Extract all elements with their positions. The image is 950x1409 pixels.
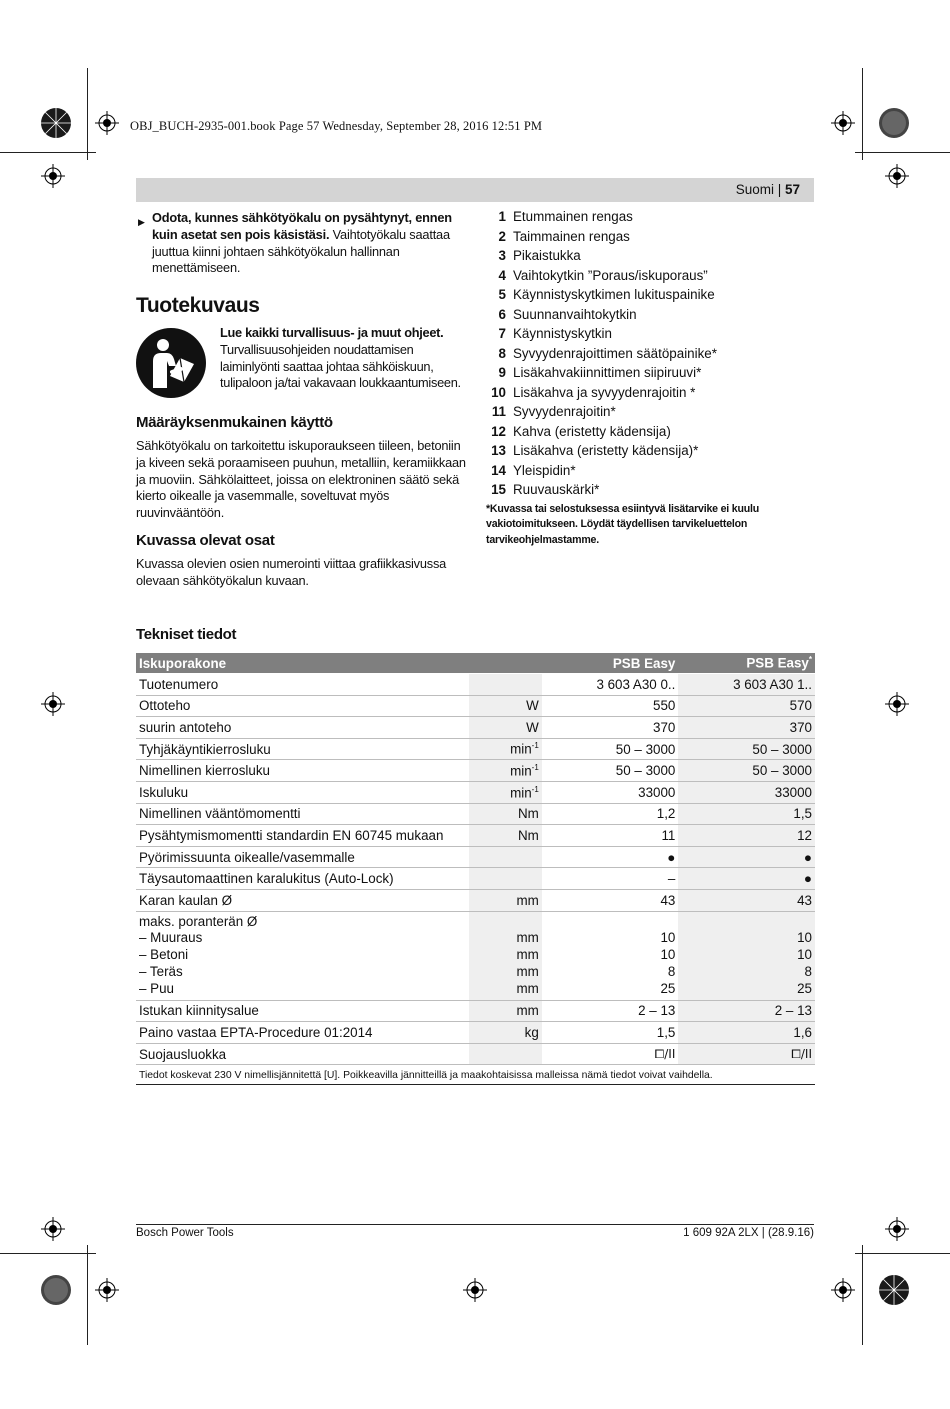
color-target-mark xyxy=(878,1274,910,1306)
row-name: suurin antoteho xyxy=(136,717,469,739)
part-number: 9 xyxy=(498,365,506,380)
list-item xyxy=(486,482,599,501)
drill-item-unit: mm xyxy=(516,963,539,979)
tech-heading: Tekniset tiedot xyxy=(136,626,237,643)
table-note-row xyxy=(136,1065,815,1085)
part-number: 1 xyxy=(498,209,506,224)
row-value-b: 1,5 xyxy=(678,803,815,825)
drill-group-title: maks. poranterän Ø xyxy=(139,913,258,929)
part-number: 3 xyxy=(498,248,506,263)
table-row xyxy=(136,846,815,868)
table-row xyxy=(136,781,815,803)
row-value-a: 33000 xyxy=(542,781,679,803)
row-value-a: 43 xyxy=(542,889,679,911)
read-manual-body: Turvallisuusohjeiden noudattamisen laiminlyönti saattaa johtaa sähköiskuun, tulipaloon ja/tai vakavaan loukkaantumiseen. xyxy=(220,341,461,391)
header-unit xyxy=(469,653,541,674)
part-label: Lisäkahvakiinnittimen siipiruuvi* xyxy=(513,365,702,380)
part-number: 14 xyxy=(491,462,506,478)
footer-brand: Bosch Power Tools xyxy=(136,1227,234,1239)
warning-bullet xyxy=(136,210,466,277)
registration-mark xyxy=(831,111,855,135)
list-item xyxy=(486,443,698,462)
part-label: Taimmainen rengas xyxy=(513,228,630,244)
row-unit xyxy=(469,674,541,696)
drill-item-name: – Teräs xyxy=(139,963,183,979)
drill-group-values-a xyxy=(542,911,679,1000)
table-row xyxy=(136,803,815,825)
part-number: 4 xyxy=(498,267,506,283)
read-manual-bold: Lue kaikki turvallisuus- ja muut ohjeet. xyxy=(220,325,444,340)
row-value-b: 50 – 3000 xyxy=(678,738,815,760)
part-label: Yleispidin* xyxy=(513,462,576,478)
row-unit xyxy=(469,1043,541,1065)
row-name: Tyhjäkäyntikierrosluku xyxy=(136,738,469,760)
drill-item-value-a: 10 xyxy=(660,947,676,963)
registration-mark xyxy=(41,164,65,188)
page-header-bar xyxy=(136,178,814,202)
drill-item-name: – Muuraus xyxy=(139,930,203,946)
table-row xyxy=(136,695,815,717)
list-item xyxy=(486,229,630,248)
header-model-a: PSB Easy xyxy=(542,653,679,674)
row-value-a: 50 – 3000 xyxy=(542,738,679,760)
book-header: OBJ_BUCH-2935-001.book Page 57 Wednesday, September 28, 2016 12:51 PM xyxy=(130,119,543,133)
components-heading: Kuvassa olevat osat xyxy=(136,532,275,549)
footer-doc-number: 1 609 92A 2LX | (28.9.16) xyxy=(683,1227,814,1239)
row-value-a: 2 – 13 xyxy=(542,1000,679,1022)
row-value-b: ● xyxy=(678,846,815,868)
part-number: 15 xyxy=(491,482,506,497)
part-label: Suunnanvaihtokytkin xyxy=(513,306,637,322)
registration-mark xyxy=(885,692,909,716)
row-name: Täysautomaattinen karalukitus (Auto-Lock) xyxy=(136,868,469,890)
part-label: Etummainen rengas xyxy=(513,209,633,224)
row-value-b: 570 xyxy=(678,695,815,717)
row-value-b: 12 xyxy=(678,825,815,847)
drill-item-unit: mm xyxy=(516,930,539,946)
table-row xyxy=(136,889,815,911)
registration-mark xyxy=(41,692,65,716)
row-value-b: 3 603 A30 1.. xyxy=(678,674,815,696)
row-unit xyxy=(469,846,541,868)
part-number: 6 xyxy=(498,306,506,322)
color-target-mark xyxy=(878,107,910,139)
unit-base: min xyxy=(510,741,532,757)
drill-group-units xyxy=(469,911,541,1000)
part-label: Kahva (eristetty kädensija) xyxy=(513,423,671,439)
row-value-a: 370 xyxy=(542,717,679,739)
part-label: Ruuvauskärki* xyxy=(513,482,600,497)
page-tag xyxy=(736,182,800,197)
row-value-b: 1,6 xyxy=(678,1022,815,1044)
row-name: Suojausluokka xyxy=(136,1043,469,1065)
drill-item-value-b: 25 xyxy=(797,980,812,996)
drill-item-unit: mm xyxy=(516,947,539,963)
row-value-b: 33000 xyxy=(678,781,815,803)
header-model-b xyxy=(678,653,815,674)
drill-item-unit: mm xyxy=(516,980,539,996)
header-name: Iskuporakone xyxy=(136,653,469,674)
part-number: 2 xyxy=(498,228,506,244)
registration-mark xyxy=(41,1217,65,1241)
drill-item-value-a: 10 xyxy=(660,930,676,946)
registration-mark xyxy=(831,1278,855,1302)
row-value-a: 550 xyxy=(542,695,679,717)
row-unit: Nm xyxy=(469,803,541,825)
part-number: 13 xyxy=(491,443,506,458)
row-unit xyxy=(469,760,541,782)
row-value-b: 50 – 3000 xyxy=(678,760,815,782)
row-name: Pyörimissuunta oikealle/vasemmalle xyxy=(136,846,469,868)
registration-mark xyxy=(885,1217,909,1241)
drill-group-names xyxy=(136,911,469,1000)
unit-base: min xyxy=(510,763,532,779)
list-item xyxy=(486,287,715,306)
model-b-sup: * xyxy=(808,655,812,665)
list-item xyxy=(486,404,616,423)
list-item xyxy=(486,248,581,267)
row-value-a: 50 – 3000 xyxy=(542,760,679,782)
parts-footnote: *Kuvassa tai selostuksessa esiintyvä lisätarvike ei kuulu vakiotoimitukseen. Löydät täydellisen tarvikeluettelon tarvikeohjelmastamme. xyxy=(486,503,760,546)
row-value-a: 1,2 xyxy=(542,803,679,825)
part-label: Käynnistyskytkimen lukituspainike xyxy=(513,287,715,302)
list-item xyxy=(486,346,717,365)
protection-class-icon: ⧠/II xyxy=(542,1043,679,1065)
row-name: Iskuluku xyxy=(136,781,469,803)
color-target-mark xyxy=(40,1274,72,1306)
row-name: Pysähtymismomentti standardin EN 60745 mukaan xyxy=(136,825,469,847)
read-manual-icon xyxy=(136,328,206,398)
table-row xyxy=(136,825,815,847)
registration-mark xyxy=(95,1278,119,1302)
table-row xyxy=(136,1043,815,1065)
warning-text: Vaihtotyökalu saattaa juuttua kiinni johtaen sähkötyökalun hallinnan menettämiseen. xyxy=(152,226,450,276)
unit-base: min xyxy=(510,785,532,800)
row-unit: mm xyxy=(469,1000,541,1022)
page-tag-separator: | xyxy=(773,182,785,197)
list-item xyxy=(486,424,671,443)
registration-mark xyxy=(885,164,909,188)
intended-use-heading: Määräyksenmukainen käyttö xyxy=(136,414,333,431)
drill-item-value-a: 8 xyxy=(667,963,676,979)
row-unit xyxy=(469,781,541,803)
drill-item-value-b: 10 xyxy=(797,947,812,963)
part-label: Lisäkahva (eristetty kädensija)* xyxy=(513,443,699,458)
row-unit: W xyxy=(469,717,541,739)
part-number: 5 xyxy=(498,287,506,302)
list-item xyxy=(486,463,576,482)
part-label: Vaihtokytkin ”Poraus/iskuporaus” xyxy=(513,267,708,283)
part-number: 12 xyxy=(491,423,506,439)
registration-mark xyxy=(463,1278,487,1302)
drill-item-value-b: 8 xyxy=(804,963,812,979)
row-name: Nimellinen kierrosluku xyxy=(136,760,469,782)
table-header xyxy=(136,653,815,674)
list-item xyxy=(486,385,695,404)
row-value-a: 1,5 xyxy=(542,1022,679,1044)
components-text: Kuvassa olevien osien numerointi viittaa grafiikkasivussa olevaan sähkötyökalun kuvaan. xyxy=(136,556,447,588)
row-value-b: 370 xyxy=(678,717,815,739)
model-b-label: PSB Easy xyxy=(746,655,809,671)
part-label: Pikaistukka xyxy=(513,248,581,263)
row-name: Tuotenumero xyxy=(136,674,469,696)
row-value-a: ● xyxy=(542,846,679,868)
table-row xyxy=(136,1022,815,1044)
row-unit xyxy=(469,738,541,760)
row-value-a: 3 603 A30 0.. xyxy=(542,674,679,696)
drill-item-name: – Betoni xyxy=(139,947,189,963)
list-item xyxy=(486,365,701,384)
list-item xyxy=(486,326,612,345)
row-unit: W xyxy=(469,695,541,717)
tech-table xyxy=(136,653,815,1085)
row-unit: mm xyxy=(469,889,541,911)
row-value-b: 43 xyxy=(678,889,815,911)
part-number: 8 xyxy=(498,345,506,361)
unit-exponent: -1 xyxy=(531,762,539,772)
row-value-a: 11 xyxy=(542,825,679,847)
part-number: 7 xyxy=(498,326,506,341)
table-row xyxy=(136,738,815,760)
table-row xyxy=(136,760,815,782)
intended-use-text: Sähkötyökalu on tarkoitettu iskuporaukseen tiileen, betoniin ja kiveen sekä poraamiseen puuhun, metalliin, keramiikkaan ja muoviin. Sähkölaitteet, joissa on elektroninen säätö sekä kierto oikealle ja vasemmalle, soveltuvat myös ruuvinvääntöön. xyxy=(136,438,466,521)
drill-item-value-b: 10 xyxy=(797,930,812,946)
bullet-triangle-icon: ▶ xyxy=(138,217,145,227)
unit-exponent: -1 xyxy=(531,741,539,751)
table-row xyxy=(136,674,815,696)
drill-item-name: – Puu xyxy=(139,980,174,996)
row-name: Karan kaulan Ø xyxy=(136,889,469,911)
table-note: Tiedot koskevat 230 V nimellisjännitettä [U]. Poikkeavilla jännitteillä ja maakohtaisissa malleissa nämä tiedot voivat vaihdella. xyxy=(136,1065,815,1085)
part-number: 10 xyxy=(491,384,506,400)
drill-group-values-b xyxy=(678,911,815,1000)
page-number: 57 xyxy=(784,182,800,197)
row-name: Paino vastaa EPTA-Procedure 01:2014 xyxy=(136,1022,469,1044)
part-label: Syvyydenrajoitin* xyxy=(513,404,616,419)
color-target-mark xyxy=(40,107,72,139)
part-label: Syvyydenrajoittimen säätöpainike* xyxy=(513,345,717,361)
read-manual-text xyxy=(220,325,466,392)
row-name: Istukan kiinnitysalue xyxy=(136,1000,469,1022)
list-item xyxy=(486,268,708,287)
section-title: Tuotekuvaus xyxy=(136,294,260,317)
row-value-a: – xyxy=(542,868,679,890)
warning-bold: Odota, kunnes sähkötyökalu on pysähtynyt, ennen kuin asetat sen pois käsistäsi. xyxy=(152,210,452,242)
row-value-b: 2 – 13 xyxy=(678,1000,815,1022)
language-label: Suomi xyxy=(735,182,774,197)
table-row xyxy=(136,1000,815,1022)
list-item xyxy=(486,307,637,326)
row-unit: kg xyxy=(469,1022,541,1044)
table-row xyxy=(136,868,815,890)
row-name: Ottoteho xyxy=(136,695,469,717)
row-unit xyxy=(469,868,541,890)
footer-divider xyxy=(136,1224,814,1225)
table-row-drill-group xyxy=(136,911,815,1000)
part-label: Lisäkahva ja syvyydenrajoitin * xyxy=(513,384,696,400)
drill-item-value-a: 25 xyxy=(660,980,676,996)
row-unit: Nm xyxy=(469,825,541,847)
part-number: 11 xyxy=(491,404,506,419)
row-name: Nimellinen vääntömomentti xyxy=(136,803,469,825)
list-item xyxy=(486,209,633,228)
row-value-b: ● xyxy=(678,868,815,890)
part-label: Käynnistyskytkin xyxy=(513,326,612,341)
unit-exponent: -1 xyxy=(531,784,539,794)
protection-class-icon: ⧠/II xyxy=(678,1043,815,1065)
table-row xyxy=(136,717,815,739)
registration-mark xyxy=(95,111,119,135)
